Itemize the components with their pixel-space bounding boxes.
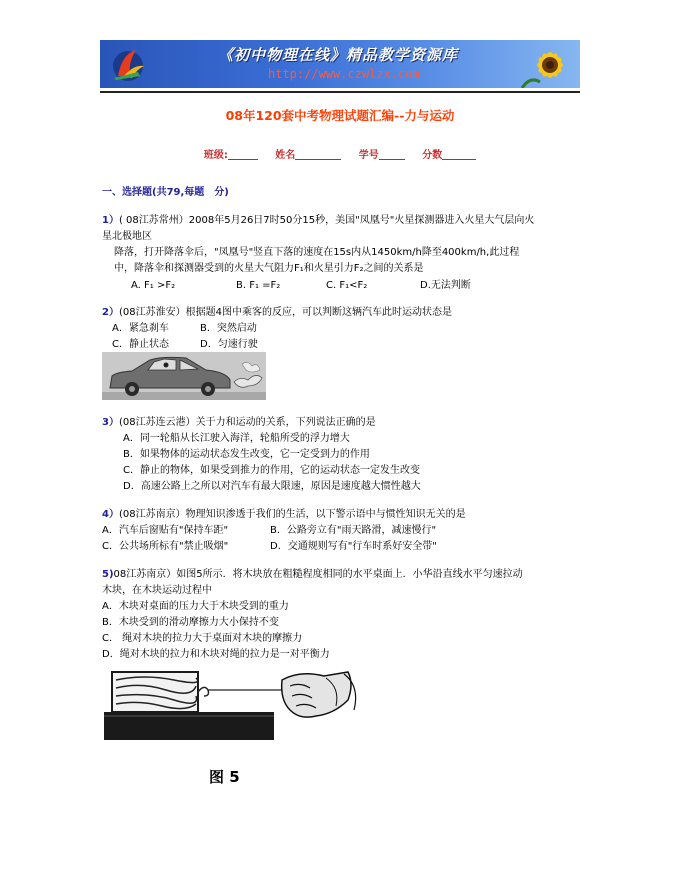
q4-option-c: C．公共场所标有"禁止吸烟" <box>102 541 229 552</box>
q4-option-a: A．汽车后窗贴有"保持车距" <box>102 525 229 536</box>
q5-stem-line1 <box>102 568 523 581</box>
q1-stem-line2: 星北极地区 <box>102 231 152 242</box>
q5-option-b: B．木块受到的滑动摩擦力大小保持不变 <box>102 617 279 628</box>
q2-stem <box>102 306 452 319</box>
q5-option-c: C． 绳对木块的拉力大于桌面对木块的摩擦力 <box>102 633 303 644</box>
q5-number: 5) <box>102 569 114 580</box>
document-title: 08年120套中考物理试题汇编--力与运动 <box>225 108 455 123</box>
q2-car-figure <box>102 352 266 400</box>
grade-blank[interactable] <box>228 149 258 160</box>
q5-option-d: D．绳对木块的拉力和木块对绳的拉力是一对平衡力 <box>102 649 330 660</box>
q4-stem <box>102 508 466 521</box>
score-blank[interactable] <box>442 149 476 160</box>
name-blank[interactable] <box>295 149 341 160</box>
q3-option-a: A．同一轮船从长江驶入海洋，轮船所受的浮力增大 <box>123 433 350 444</box>
q1-stem-line1 <box>102 214 534 227</box>
q1-text-1: ( 08江苏常州）2008年5月26日7时50分15秒，美国"凤凰号"火星探测器进入火星大气层向火 <box>118 215 535 226</box>
q5-stem-line2: 木块，在木块运动过程中 <box>102 585 212 596</box>
q2-option-d: D．匀速行驶 <box>200 339 258 350</box>
q1-option-c: C. F₁<F₂ <box>326 280 368 291</box>
q3-stem <box>102 416 376 429</box>
q1-option-d: D.无法判断 <box>420 280 471 291</box>
q1-stem-line3: 降落，打开降落伞后，"凤凰号"竖直下落的速度在15s内从1450km/h降至400km/h,此过程 <box>114 247 520 258</box>
q3-text: (08江苏连云港）关于力和运动的关系，下列说法正确的是 <box>118 417 376 428</box>
q2-option-c: C．静止状态 <box>112 339 169 350</box>
section-heading: 一、选择题(共79,每题 分) <box>102 187 229 198</box>
score-label: 分数 <box>422 150 443 161</box>
q2-option-b: B．突然启动 <box>200 323 257 334</box>
q4-text: (08江苏南京）物理知识渗透于我们的生活，以下警示语中与惯性知识无关的是 <box>118 509 466 520</box>
q5-figure-caption: 图 5 <box>209 768 240 786</box>
q1-option-a: A. F₁ >F₂ <box>131 280 176 291</box>
q1-stem-line4: 中，降落伞和探测器受到的火星大气阻力F₁和火星引力F₂之间的关系是 <box>114 263 424 274</box>
id-blank[interactable] <box>379 149 405 160</box>
banner-url-link[interactable]: http://www.czwlzx.com <box>268 67 420 81</box>
q5-text-1: 08江苏南京）如图5所示．将木块放在粗糙程度相同的水平桌面上．小华沿直线水平匀速拉动 <box>113 569 523 580</box>
q4-option-d: D．交通规则写有"行车时系好安全带" <box>270 541 437 552</box>
id-label: 学号 <box>358 150 379 161</box>
q2-text: (08江苏淮安）根据题4图中乘客的反应，可以判断这辆汽车此时运动状态是 <box>118 307 452 318</box>
site-logo-icon <box>108 46 152 82</box>
name-label: 姓名 <box>275 150 296 161</box>
student-info-fields <box>0 146 680 161</box>
q1-number: 1） <box>102 215 119 226</box>
q5-option-a: A．木块对桌面的压力大于木块受到的重力 <box>102 601 289 612</box>
header-banner <box>100 40 580 88</box>
q3-option-b: B．如果物体的运动状态发生改变，它一定受到力的作用 <box>123 449 370 460</box>
q4-option-b: B．公路旁立有"雨天路滑，减速慢行" <box>270 525 437 536</box>
q2-option-a: A．紧急刹车 <box>112 323 169 334</box>
q5-block-figure <box>104 666 360 746</box>
q4-number: 4） <box>102 509 119 520</box>
q1-option-b: B. F₁ =F₂ <box>236 280 281 291</box>
sunflower-icon <box>520 42 576 88</box>
q3-number: 3） <box>102 417 119 428</box>
q2-number: 2） <box>102 307 119 318</box>
q3-option-d: D．高速公路上之所以对汽车有最大限速，原因是速度越大惯性越大 <box>123 481 421 492</box>
banner-divider <box>100 91 580 93</box>
grade-label: 班级: <box>203 150 228 161</box>
banner-title: 《初中物理在线》精品教学资源库 <box>218 46 459 64</box>
q3-option-c: C．静止的物体，如果受到推力的作用，它的运动状态一定发生改变 <box>123 465 420 476</box>
